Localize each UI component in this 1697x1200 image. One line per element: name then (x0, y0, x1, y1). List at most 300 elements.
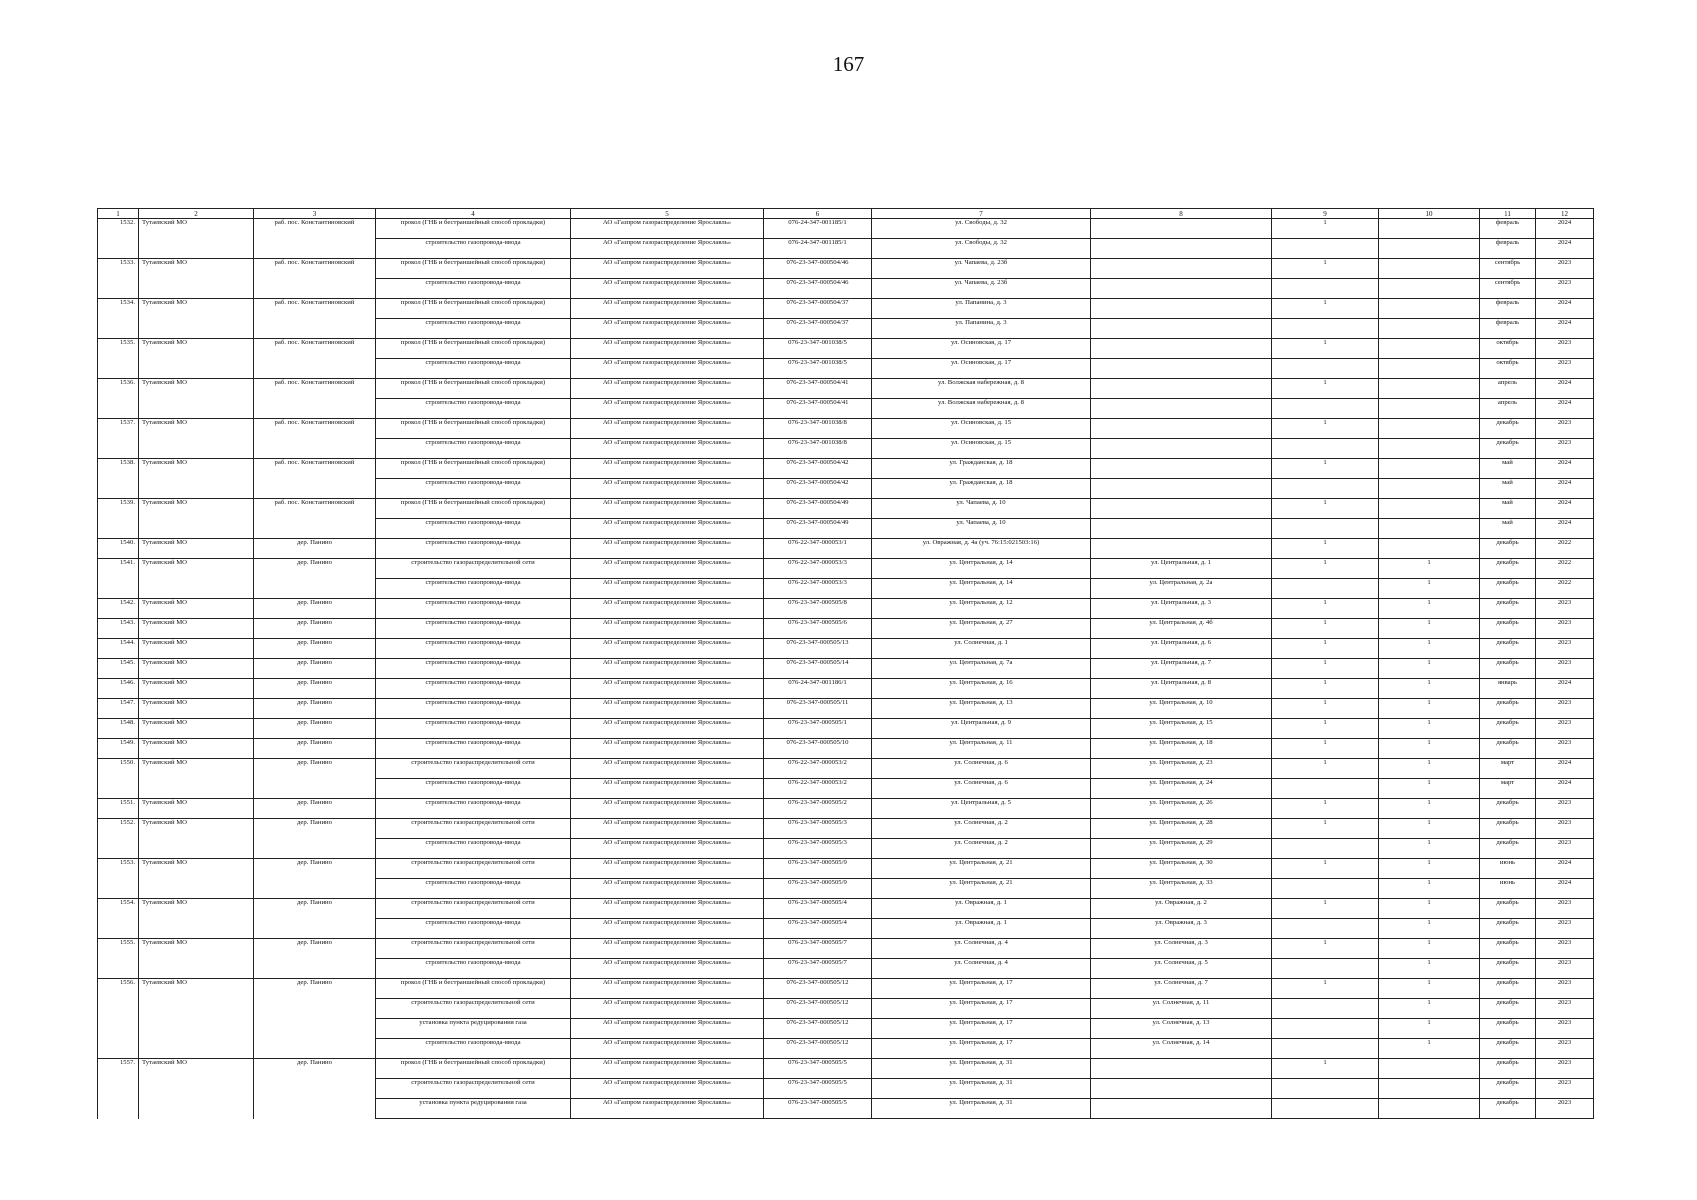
year: 2023 (1536, 259, 1594, 279)
work-type: строительство газопровода-ввода (376, 479, 571, 499)
organization: АО «Газпром газораспределение Ярославль» (571, 639, 764, 659)
settlement: дер. Панино (254, 799, 376, 819)
object-address: ул. Солнечная, д. 6 (872, 779, 1091, 799)
table-row (98, 339, 1594, 359)
connected-address: ул. Центральная, д. 4б (1091, 619, 1272, 639)
count-col10 (1379, 319, 1480, 339)
count-col10 (1379, 439, 1480, 459)
count-col10: 1 (1379, 559, 1480, 579)
row-number: 1552. (98, 819, 139, 839)
object-address: ул. Осиновская, д. 15 (872, 439, 1091, 459)
page-number: 167 (832, 52, 865, 76)
object-address: ул. Центральная, д. 16 (872, 679, 1091, 699)
organization: АО «Газпром газораспределение Ярославль» (571, 499, 764, 519)
column-number: 1 (98, 209, 139, 219)
organization: АО «Газпром газораспределение Ярославль» (571, 559, 764, 579)
count-col10 (1379, 459, 1480, 479)
row-number: 1543. (98, 619, 139, 639)
application-code: 076-23-347-000505/5 (764, 1059, 872, 1079)
work-type: строительство газопровода-ввода (376, 959, 571, 979)
month: март (1480, 779, 1536, 799)
organization: АО «Газпром газораспределение Ярославль» (571, 1099, 764, 1119)
application-code: 076-22-347-000053/2 (764, 779, 872, 799)
work-type: строительство газопровода-ввода (376, 879, 571, 899)
month: февраль (1480, 319, 1536, 339)
year: 2024 (1536, 759, 1594, 779)
settlement (254, 879, 376, 899)
work-type: прокол (ГНБ и бестраншейный способ прокладки) (376, 979, 571, 999)
month: декабрь (1480, 919, 1536, 939)
municipality: Тутаевский МО (139, 499, 254, 519)
row-number: 1549. (98, 739, 139, 759)
object-address: ул. Гражданская, д. 18 (872, 479, 1091, 499)
count-col9 (1272, 399, 1379, 419)
year: 2022 (1536, 539, 1594, 559)
row-number (98, 399, 139, 419)
application-code: 076-22-347-000053/1 (764, 539, 872, 559)
settlement (254, 839, 376, 859)
count-col9: 1 (1272, 719, 1379, 739)
organization: АО «Газпром газораспределение Ярославль» (571, 1019, 764, 1039)
table-row (98, 1079, 1594, 1099)
count-col10 (1379, 299, 1480, 319)
object-address: ул. Центральная, д. 12 (872, 599, 1091, 619)
year: 2024 (1536, 379, 1594, 399)
settlement: дер. Панино (254, 619, 376, 639)
year: 2023 (1536, 919, 1594, 939)
application-code: 076-22-347-000053/2 (764, 759, 872, 779)
organization: АО «Газпром газораспределение Ярославль» (571, 899, 764, 919)
count-col9: 1 (1272, 739, 1379, 759)
month: январь (1480, 679, 1536, 699)
table-row (98, 559, 1594, 579)
application-code: 076-23-347-000505/7 (764, 939, 872, 959)
table-row (98, 259, 1594, 279)
organization: АО «Газпром газораспределение Ярославль» (571, 359, 764, 379)
work-type: строительство газопровода-ввода (376, 359, 571, 379)
connected-address: ул. Центральная, д. 2а (1091, 579, 1272, 599)
year: 2023 (1536, 899, 1594, 919)
year: 2023 (1536, 279, 1594, 299)
count-col10 (1379, 1099, 1480, 1119)
application-code: 076-23-347-000505/12 (764, 1039, 872, 1059)
connected-address (1091, 339, 1272, 359)
column-number: 2 (139, 209, 254, 219)
application-code: 076-23-347-000504/42 (764, 459, 872, 479)
application-code: 076-24-347-001185/1 (764, 219, 872, 239)
object-address: ул. Центральная, д. 7а (872, 659, 1091, 679)
work-type: строительство газопровода-ввода (376, 599, 571, 619)
work-type: строительство газораспределительной сети (376, 859, 571, 879)
organization: АО «Газпром газораспределение Ярославль» (571, 719, 764, 739)
object-address: ул. Центральная, д. 11 (872, 739, 1091, 759)
object-address: ул. Папанина, д. 3 (872, 319, 1091, 339)
settlement: раб. пос. Константиновский (254, 259, 376, 279)
month: апрель (1480, 379, 1536, 399)
work-type: строительство газопровода-ввода (376, 699, 571, 719)
application-code: 076-22-347-000053/3 (764, 579, 872, 599)
month: декабрь (1480, 1079, 1536, 1099)
object-address: ул. Центральная, д. 14 (872, 579, 1091, 599)
count-col9: 1 (1272, 819, 1379, 839)
municipality: Тутаевский МО (139, 419, 254, 439)
table-row (98, 239, 1594, 259)
municipality: Тутаевский МО (139, 639, 254, 659)
organization: АО «Газпром газораспределение Ярославль» (571, 439, 764, 459)
connected-address (1091, 379, 1272, 399)
municipality (139, 319, 254, 339)
application-code: 076-22-347-000053/3 (764, 559, 872, 579)
month: декабрь (1480, 979, 1536, 999)
year: 2024 (1536, 399, 1594, 419)
row-number: 1548. (98, 719, 139, 739)
count-col10: 1 (1379, 639, 1480, 659)
object-address: ул. Осиновская, д. 17 (872, 339, 1091, 359)
application-code: 076-23-347-000504/37 (764, 319, 872, 339)
work-type: строительство газораспределительной сети (376, 939, 571, 959)
application-code: 076-23-347-001038/5 (764, 359, 872, 379)
month: май (1480, 499, 1536, 519)
object-address: ул. Центральная, д. 13 (872, 699, 1091, 719)
application-code: 076-23-347-001038/8 (764, 439, 872, 459)
count-col9: 1 (1272, 539, 1379, 559)
connected-address: ул. Солнечная, д. 13 (1091, 1019, 1272, 1039)
year: 2023 (1536, 1099, 1594, 1119)
year: 2023 (1536, 659, 1594, 679)
object-address: ул. Осиновская, д. 17 (872, 359, 1091, 379)
year: 2023 (1536, 939, 1594, 959)
connected-address (1091, 259, 1272, 279)
work-type: строительство газопровода-ввода (376, 659, 571, 679)
object-address: ул. Центральная, д. 31 (872, 1099, 1091, 1119)
object-address: ул. Центральная, д. 21 (872, 879, 1091, 899)
count-col9: 1 (1272, 939, 1379, 959)
connected-address (1091, 1079, 1272, 1099)
settlement: дер. Панино (254, 939, 376, 959)
count-col9: 1 (1272, 419, 1379, 439)
month: декабрь (1480, 419, 1536, 439)
count-col9 (1272, 779, 1379, 799)
application-code: 076-23-347-001038/5 (764, 339, 872, 359)
month: февраль (1480, 219, 1536, 239)
municipality (139, 1019, 254, 1039)
table-row (98, 399, 1594, 419)
count-col10 (1379, 219, 1480, 239)
settlement (254, 779, 376, 799)
row-number: 1545. (98, 659, 139, 679)
count-col9: 1 (1272, 499, 1379, 519)
application-code: 076-23-347-000504/49 (764, 499, 872, 519)
municipality: Тутаевский МО (139, 659, 254, 679)
count-col10 (1379, 1079, 1480, 1099)
application-code: 076-23-347-000505/10 (764, 739, 872, 759)
count-col10 (1379, 379, 1480, 399)
work-type: строительство газопровода-ввода (376, 799, 571, 819)
application-code: 076-23-347-000505/9 (764, 879, 872, 899)
table-row (98, 959, 1594, 979)
work-type: прокол (ГНБ и бестраншейный способ прокладки) (376, 339, 571, 359)
municipality (139, 919, 254, 939)
month: декабрь (1480, 739, 1536, 759)
organization: АО «Газпром газораспределение Ярославль» (571, 679, 764, 699)
organization: АО «Газпром газораспределение Ярославль» (571, 459, 764, 479)
row-number: 1546. (98, 679, 139, 699)
organization: АО «Газпром газораспределение Ярославль» (571, 859, 764, 879)
table-row (98, 299, 1594, 319)
connected-address: ул. Центральная, д. 6 (1091, 639, 1272, 659)
count-col10 (1379, 259, 1480, 279)
month: май (1480, 479, 1536, 499)
application-code: 076-23-347-000504/42 (764, 479, 872, 499)
table-row (98, 599, 1594, 619)
organization: АО «Газпром газораспределение Ярославль» (571, 839, 764, 859)
connected-address (1091, 519, 1272, 539)
settlement: дер. Панино (254, 859, 376, 879)
organization: АО «Газпром газораспределение Ярославль» (571, 879, 764, 899)
organization: АО «Газпром газораспределение Ярославль» (571, 779, 764, 799)
work-type: прокол (ГНБ и бестраншейный способ прокладки) (376, 499, 571, 519)
count-col10: 1 (1379, 719, 1480, 739)
count-col9 (1272, 239, 1379, 259)
year: 2024 (1536, 319, 1594, 339)
row-number: 1541. (98, 559, 139, 579)
municipality (139, 359, 254, 379)
table-row (98, 459, 1594, 479)
object-address: ул. Центральная, д. 17 (872, 979, 1091, 999)
application-code: 076-23-347-000505/5 (764, 1079, 872, 1099)
connected-address: ул. Центральная, д. 8 (1091, 679, 1272, 699)
organization: АО «Газпром газораспределение Ярославль» (571, 239, 764, 259)
row-number: 1556. (98, 979, 139, 999)
table-row (98, 939, 1594, 959)
count-col10 (1379, 239, 1480, 259)
year: 2023 (1536, 1079, 1594, 1099)
count-col10 (1379, 539, 1480, 559)
row-number: 1532. (98, 219, 139, 239)
row-number (98, 1099, 139, 1119)
table-row (98, 279, 1594, 299)
year: 2022 (1536, 579, 1594, 599)
month: декабрь (1480, 699, 1536, 719)
object-address: ул. Центральная, д. 27 (872, 619, 1091, 639)
year: 2022 (1536, 559, 1594, 579)
municipality (139, 879, 254, 899)
count-col9 (1272, 879, 1379, 899)
table-row (98, 539, 1594, 559)
settlement: раб. пос. Константиновский (254, 339, 376, 359)
row-number: 1554. (98, 899, 139, 919)
settlement: дер. Панино (254, 719, 376, 739)
year: 2023 (1536, 419, 1594, 439)
connected-address: ул. Центральная, д. 33 (1091, 879, 1272, 899)
application-code: 076-23-347-000504/46 (764, 259, 872, 279)
count-col9 (1272, 439, 1379, 459)
year: 2024 (1536, 779, 1594, 799)
row-number: 1557. (98, 1059, 139, 1079)
year: 2023 (1536, 819, 1594, 839)
municipality (139, 399, 254, 419)
column-number: 6 (764, 209, 872, 219)
connected-address: ул. Центральная, д. 28 (1091, 819, 1272, 839)
count-col10: 1 (1379, 739, 1480, 759)
work-type: прокол (ГНБ и бестраншейный способ прокладки) (376, 459, 571, 479)
municipality (139, 1099, 254, 1119)
row-number: 1539. (98, 499, 139, 519)
year: 2024 (1536, 859, 1594, 879)
organization: АО «Газпром газораспределение Ярославль» (571, 1079, 764, 1099)
connected-address: ул. Овражная, д. 2 (1091, 899, 1272, 919)
object-address: ул. Овражная, д. 4а (уч. 76:15:021503:16) (872, 539, 1091, 559)
municipality: Тутаевский МО (139, 259, 254, 279)
municipality (139, 1039, 254, 1059)
connected-address: ул. Центральная, д. 18 (1091, 739, 1272, 759)
month: май (1480, 519, 1536, 539)
count-col9: 1 (1272, 619, 1379, 639)
settlement (254, 399, 376, 419)
row-number (98, 1079, 139, 1099)
settlement (254, 999, 376, 1019)
work-type: установка пункта редуцирования газа (376, 1019, 571, 1039)
column-number: 5 (571, 209, 764, 219)
count-col9: 1 (1272, 259, 1379, 279)
year: 2023 (1536, 1019, 1594, 1039)
application-code: 076-23-347-000505/7 (764, 959, 872, 979)
object-address: ул. Папанина, д. 3 (872, 299, 1091, 319)
year: 2023 (1536, 1059, 1594, 1079)
column-number: 3 (254, 209, 376, 219)
table-row (98, 219, 1594, 239)
row-number: 1553. (98, 859, 139, 879)
application-code: 076-23-347-000505/6 (764, 619, 872, 639)
month: декабрь (1480, 1059, 1536, 1079)
count-col10 (1379, 499, 1480, 519)
row-number (98, 319, 139, 339)
connected-address: ул. Солнечная, д. 5 (1091, 959, 1272, 979)
count-col9 (1272, 1099, 1379, 1119)
month: сентябрь (1480, 259, 1536, 279)
organization: АО «Газпром газораспределение Ярославль» (571, 479, 764, 499)
table-row (98, 379, 1594, 399)
work-type: строительство газопровода-ввода (376, 719, 571, 739)
count-col10 (1379, 479, 1480, 499)
organization: АО «Газпром газораспределение Ярославль» (571, 539, 764, 559)
row-number: 1555. (98, 939, 139, 959)
application-code: 076-23-347-000504/49 (764, 519, 872, 539)
municipality: Тутаевский МО (139, 379, 254, 399)
table-row (98, 319, 1594, 339)
object-address: ул. Свободы, д. 32 (872, 239, 1091, 259)
municipality: Тутаевский МО (139, 1059, 254, 1079)
count-col10: 1 (1379, 699, 1480, 719)
table-row (98, 499, 1594, 519)
count-col10: 1 (1379, 839, 1480, 859)
organization: АО «Газпром газораспределение Ярославль» (571, 319, 764, 339)
municipality: Тутаевский МО (139, 899, 254, 919)
work-type: строительство газопровода-ввода (376, 239, 571, 259)
count-col9 (1272, 279, 1379, 299)
row-number: 1551. (98, 799, 139, 819)
row-number: 1535. (98, 339, 139, 359)
organization: АО «Газпром газораспределение Ярославль» (571, 939, 764, 959)
organization: АО «Газпром газораспределение Ярославль» (571, 259, 764, 279)
year: 2024 (1536, 519, 1594, 539)
settlement (254, 1019, 376, 1039)
object-address: ул. Свободы, д. 32 (872, 219, 1091, 239)
settlement (254, 439, 376, 459)
application-code: 076-23-347-000505/14 (764, 659, 872, 679)
settlement: дер. Панино (254, 1059, 376, 1079)
count-col9: 1 (1272, 1059, 1379, 1079)
connected-address: ул. Центральная, д. 29 (1091, 839, 1272, 859)
count-col10: 1 (1379, 859, 1480, 879)
work-type: строительство газораспределительной сети (376, 559, 571, 579)
month: декабрь (1480, 659, 1536, 679)
row-number (98, 579, 139, 599)
work-type: строительство газопровода-ввода (376, 519, 571, 539)
count-col9: 1 (1272, 699, 1379, 719)
row-number: 1547. (98, 699, 139, 719)
municipality: Тутаевский МО (139, 339, 254, 359)
count-col10 (1379, 279, 1480, 299)
count-col10: 1 (1379, 619, 1480, 639)
settlement (254, 1039, 376, 1059)
row-number: 1540. (98, 539, 139, 559)
connected-address (1091, 279, 1272, 299)
count-col10: 1 (1379, 979, 1480, 999)
application-code: 076-23-347-000505/3 (764, 839, 872, 859)
municipality (139, 959, 254, 979)
settlement: раб. пос. Константиновский (254, 299, 376, 319)
row-number: 1536. (98, 379, 139, 399)
connected-address (1091, 479, 1272, 499)
month: март (1480, 759, 1536, 779)
count-col9 (1272, 359, 1379, 379)
work-type: строительство газопровода-ввода (376, 539, 571, 559)
count-col10 (1379, 339, 1480, 359)
object-address: ул. Овражная, д. 1 (872, 919, 1091, 939)
table-row (98, 919, 1594, 939)
year: 2023 (1536, 799, 1594, 819)
work-type: строительство газопровода-ввода (376, 779, 571, 799)
year: 2024 (1536, 239, 1594, 259)
settlement: раб. пос. Константиновский (254, 219, 376, 239)
table-row (98, 419, 1594, 439)
month: декабрь (1480, 899, 1536, 919)
year: 2024 (1536, 459, 1594, 479)
month: декабрь (1480, 619, 1536, 639)
column-number: 9 (1272, 209, 1379, 219)
application-code: 076-23-347-000505/4 (764, 899, 872, 919)
work-type: прокол (ГНБ и бестраншейный способ прокладки) (376, 379, 571, 399)
count-col10: 1 (1379, 779, 1480, 799)
table-row (98, 899, 1594, 919)
year: 2023 (1536, 719, 1594, 739)
object-address: ул. Солнечная, д. 4 (872, 939, 1091, 959)
row-number (98, 519, 139, 539)
organization: АО «Газпром газораспределение Ярославль» (571, 659, 764, 679)
connected-address (1091, 459, 1272, 479)
row-number (98, 779, 139, 799)
connected-address (1091, 1059, 1272, 1079)
connected-address: ул. Солнечная, д. 7 (1091, 979, 1272, 999)
month: февраль (1480, 239, 1536, 259)
row-number (98, 1039, 139, 1059)
count-col9: 1 (1272, 599, 1379, 619)
row-number (98, 1019, 139, 1039)
organization: АО «Газпром газораспределение Ярославль» (571, 919, 764, 939)
work-type: строительство газораспределительной сети (376, 999, 571, 1019)
row-number: 1542. (98, 599, 139, 619)
